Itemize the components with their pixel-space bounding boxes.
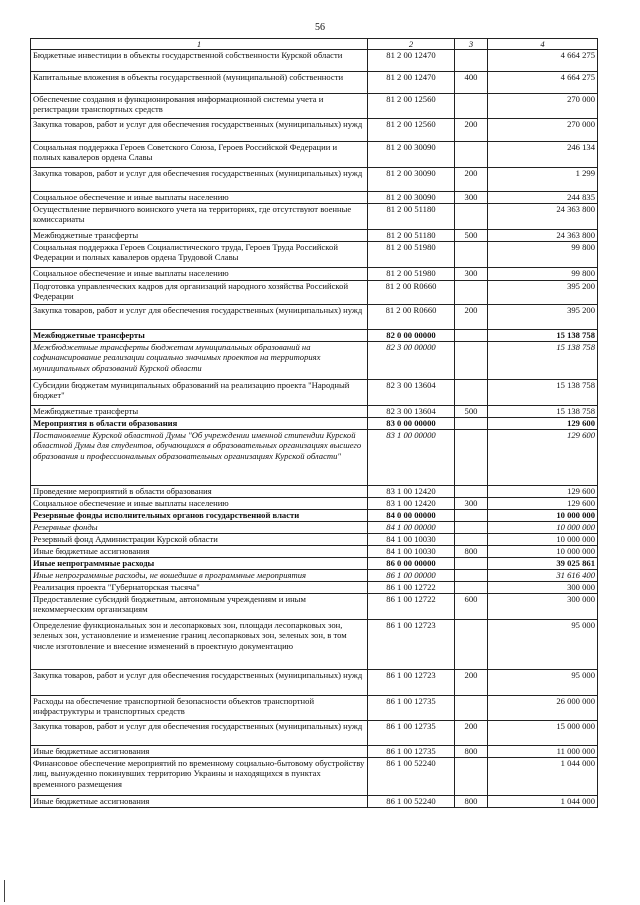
table-row [31, 192, 598, 204]
row-sum-cell: 395 200 [488, 305, 598, 330]
row-sum-cell: 24 363 800 [488, 230, 598, 242]
table-row [31, 522, 598, 534]
table-row [31, 721, 598, 746]
row-vr-cell [455, 758, 488, 796]
row-vr-cell: 200 [455, 305, 488, 330]
row-name-cell: Резервный фонд Администрации Курской области [31, 534, 368, 546]
table-row [31, 230, 598, 242]
row-vr-cell [455, 486, 488, 498]
row-vr-cell [455, 430, 488, 486]
table-row [31, 281, 598, 305]
row-code-cell: 82 3 00 13604 [368, 406, 455, 418]
table-row [31, 486, 598, 498]
row-vr-cell [455, 242, 488, 268]
row-code-cell: 81 2 00 51180 [368, 204, 455, 230]
row-vr-cell [455, 380, 488, 406]
row-name-cell: Закупка товаров, работ и услуг для обеспечения государственных (муниципальных) нужд [31, 168, 368, 192]
row-sum-cell: 99 800 [488, 242, 598, 268]
table-row [31, 696, 598, 721]
row-name-cell: Закупка товаров, работ и услуг для обеспечения государственных (муниципальных) нужд [31, 119, 368, 142]
row-code-cell: 83 1 00 00000 [368, 430, 455, 486]
row-code-cell: 86 1 00 52240 [368, 796, 455, 808]
row-sum-cell: 31 616 400 [488, 570, 598, 582]
row-sum-cell: 10 000 000 [488, 534, 598, 546]
row-code-cell: 86 1 00 12735 [368, 696, 455, 721]
row-code-cell: 86 1 00 12723 [368, 670, 455, 696]
row-vr-cell [455, 522, 488, 534]
row-sum-cell: 246 134 [488, 142, 598, 168]
row-vr-cell: 200 [455, 119, 488, 142]
row-vr-cell [455, 558, 488, 570]
row-vr-cell: 200 [455, 670, 488, 696]
row-sum-cell: 10 000 000 [488, 522, 598, 534]
row-sum-cell: 244 835 [488, 192, 598, 204]
row-vr-cell: 600 [455, 594, 488, 620]
row-sum-cell: 300 000 [488, 582, 598, 594]
row-name-cell: Социальная поддержка Героев Советского Союза, Героев Российской Федерации и полных кавалеров ордена Славы [31, 142, 368, 168]
row-sum-cell: 270 000 [488, 119, 598, 142]
row-code-cell: 81 2 00 R0660 [368, 305, 455, 330]
row-code-cell: 86 1 00 12735 [368, 746, 455, 758]
row-code-cell: 84 1 00 10030 [368, 546, 455, 558]
row-name-cell: Межбюджетные трансферты бюджетам муниципальных образований на софинансирование реализации социально значимых проектов на территориях муниципальных образований Курской области [31, 342, 368, 380]
table-row [31, 510, 598, 522]
row-name-cell: Реализация проекта "Губернаторская тысяча" [31, 582, 368, 594]
table-row [31, 204, 598, 230]
row-sum-cell: 99 800 [488, 268, 598, 281]
table-row [31, 746, 598, 758]
row-vr-cell: 800 [455, 796, 488, 808]
row-code-cell: 86 1 00 12735 [368, 721, 455, 746]
table-row [31, 546, 598, 558]
table-row [31, 796, 598, 808]
table-row [31, 498, 598, 510]
row-vr-cell: 500 [455, 406, 488, 418]
row-sum-cell: 129 600 [488, 418, 598, 430]
table-row [31, 620, 598, 670]
row-vr-cell [455, 50, 488, 72]
row-name-cell: Иные непрограммные расходы, не вошедшие в программные мероприятия [31, 570, 368, 582]
row-name-cell: Закупка товаров, работ и услуг для обеспечения государственных (муниципальных) нужд [31, 305, 368, 330]
row-vr-cell [455, 620, 488, 670]
table-body [31, 50, 598, 808]
row-sum-cell: 10 000 000 [488, 510, 598, 522]
row-sum-cell: 270 000 [488, 94, 598, 119]
row-sum-cell: 4 664 275 [488, 50, 598, 72]
row-sum-cell: 15 138 758 [488, 342, 598, 380]
row-code-cell: 86 1 00 12722 [368, 582, 455, 594]
row-sum-cell: 15 138 758 [488, 330, 598, 342]
row-vr-cell [455, 94, 488, 119]
margin-line [4, 880, 5, 902]
table-row [31, 406, 598, 418]
row-code-cell: 81 2 00 12560 [368, 94, 455, 119]
row-vr-cell [455, 281, 488, 305]
table-row [31, 119, 598, 142]
row-code-cell: 81 2 00 51180 [368, 230, 455, 242]
row-name-cell: Иные бюджетные ассигнования [31, 546, 368, 558]
table-row [31, 330, 598, 342]
row-sum-cell: 300 000 [488, 594, 598, 620]
row-name-cell: Иные бюджетные ассигнования [31, 746, 368, 758]
column-header-code: 2 [368, 39, 455, 50]
row-name-cell: Предоставление субсидий бюджетным, автономным учреждениям и иным некоммерческим организациям [31, 594, 368, 620]
table-row [31, 242, 598, 268]
row-code-cell: 81 2 00 12470 [368, 72, 455, 94]
row-sum-cell: 95 000 [488, 670, 598, 696]
table-header-row [31, 39, 598, 50]
table-row [31, 582, 598, 594]
row-vr-cell [455, 582, 488, 594]
row-vr-cell [455, 342, 488, 380]
row-code-cell: 82 3 00 13604 [368, 380, 455, 406]
row-name-cell: Закупка товаров, работ и услуг для обеспечения государственных (муниципальных) нужд [31, 670, 368, 696]
row-vr-cell: 500 [455, 230, 488, 242]
row-name-cell: Иные непрограммные расходы [31, 558, 368, 570]
row-vr-cell: 800 [455, 546, 488, 558]
row-sum-cell: 95 000 [488, 620, 598, 670]
row-sum-cell: 1 044 000 [488, 796, 598, 808]
row-vr-cell: 400 [455, 72, 488, 94]
row-name-cell: Межбюджетные трансферты [31, 330, 368, 342]
table-row [31, 342, 598, 380]
row-code-cell: 81 2 00 R0660 [368, 281, 455, 305]
table-row [31, 570, 598, 582]
row-sum-cell: 15 138 758 [488, 406, 598, 418]
row-name-cell: Социальное обеспечение и иные выплаты населению [31, 498, 368, 510]
table-row [31, 534, 598, 546]
row-vr-cell [455, 142, 488, 168]
row-vr-cell [455, 534, 488, 546]
row-name-cell: Иные бюджетные ассигнования [31, 796, 368, 808]
table-row [31, 142, 598, 168]
column-header-sum: 4 [488, 39, 598, 50]
row-sum-cell: 129 600 [488, 486, 598, 498]
row-vr-cell: 200 [455, 721, 488, 746]
row-name-cell: Определение функциональных зон и лесопарковых зон, площади лесопарковых зон, зеленых зон, установление и изменение границ лесопарковых зон, зеленых зон, в том числе изготовление и внесение изменений в проектную документацию [31, 620, 368, 670]
row-code-cell: 86 1 00 12722 [368, 594, 455, 620]
row-name-cell: Мероприятия в области образования [31, 418, 368, 430]
row-name-cell: Финансовое обеспечение мероприятий по временному социально-бытовому обустройству лиц, вынужденно покинувших территорию Украины и находящихся в пунктах временного размещения [31, 758, 368, 796]
table-row [31, 594, 598, 620]
row-code-cell: 86 1 00 00000 [368, 570, 455, 582]
row-name-cell: Социальное обеспечение и иные выплаты населению [31, 192, 368, 204]
row-vr-cell: 300 [455, 192, 488, 204]
row-name-cell: Капитальные вложения в объекты государственной (муниципальной) собственности [31, 72, 368, 94]
column-header-vr: 3 [455, 39, 488, 50]
table-row [31, 670, 598, 696]
row-sum-cell: 129 600 [488, 430, 598, 486]
row-vr-cell [455, 418, 488, 430]
row-name-cell: Межбюджетные трансферты [31, 406, 368, 418]
row-sum-cell: 4 664 275 [488, 72, 598, 94]
row-vr-cell: 800 [455, 746, 488, 758]
row-name-cell: Обеспечение создания и функционирования информационной системы учета и регистрации транспортных средств [31, 94, 368, 119]
row-name-cell: Социальная поддержка Героев Социалистического труда, Героев Труда Российской Федерации и полных кавалеров ордена Трудовой Славы [31, 242, 368, 268]
row-code-cell: 83 0 00 00000 [368, 418, 455, 430]
table-row [31, 758, 598, 796]
row-name-cell: Резервные фонды [31, 522, 368, 534]
row-name-cell: Расходы на обеспечение транспортной безопасности объектов транспортной инфраструктуры и транспортных средств [31, 696, 368, 721]
table-row [31, 268, 598, 281]
row-code-cell: 81 2 00 30090 [368, 192, 455, 204]
row-vr-cell: 200 [455, 168, 488, 192]
table-row [31, 380, 598, 406]
row-vr-cell [455, 330, 488, 342]
table-row [31, 94, 598, 119]
row-sum-cell: 24 363 800 [488, 204, 598, 230]
row-sum-cell: 129 600 [488, 498, 598, 510]
row-name-cell: Закупка товаров, работ и услуг для обеспечения государственных (муниципальных) нужд [31, 721, 368, 746]
row-code-cell: 84 1 00 10030 [368, 534, 455, 546]
row-code-cell: 81 2 00 30090 [368, 142, 455, 168]
row-name-cell: Постановление Курской областной Думы "Об учреждении именной стипендии Курской областной Думы для студентов, обучающихся в образовательных организациях высшего образования и профессиональных образовательных организациях Курской области" [31, 430, 368, 486]
row-name-cell: Резервные фонды исполнительных органов государственной власти [31, 510, 368, 522]
table-row [31, 72, 598, 94]
row-code-cell: 86 0 00 00000 [368, 558, 455, 570]
table-row [31, 558, 598, 570]
row-code-cell: 82 0 00 00000 [368, 330, 455, 342]
row-code-cell: 83 1 00 12420 [368, 486, 455, 498]
row-sum-cell: 26 000 000 [488, 696, 598, 721]
row-vr-cell [455, 696, 488, 721]
row-vr-cell: 300 [455, 498, 488, 510]
row-sum-cell: 11 000 000 [488, 746, 598, 758]
row-vr-cell: 300 [455, 268, 488, 281]
row-name-cell: Подготовка управленческих кадров для организаций народного хозяйства Российской Федерации [31, 281, 368, 305]
row-sum-cell: 395 200 [488, 281, 598, 305]
row-name-cell: Субсидии бюджетам муниципальных образований на реализацию проекта "Народный бюджет" [31, 380, 368, 406]
row-code-cell: 82 3 00 00000 [368, 342, 455, 380]
row-name-cell: Межбюджетные трансферты [31, 230, 368, 242]
row-sum-cell: 15 138 758 [488, 380, 598, 406]
table-row [31, 168, 598, 192]
row-code-cell: 86 1 00 52240 [368, 758, 455, 796]
table-row [31, 418, 598, 430]
row-name-cell: Социальное обеспечение и иные выплаты населению [31, 268, 368, 281]
page-number: 56 [315, 22, 325, 33]
row-sum-cell: 1 044 000 [488, 758, 598, 796]
row-code-cell: 81 2 00 51980 [368, 242, 455, 268]
row-sum-cell: 1 299 [488, 168, 598, 192]
row-name-cell: Бюджетные инвестиции в объекты государственной собственности Курской области [31, 50, 368, 72]
row-code-cell: 81 2 00 30090 [368, 168, 455, 192]
row-code-cell: 81 2 00 51980 [368, 268, 455, 281]
column-header-name: 1 [31, 39, 368, 50]
row-code-cell: 83 1 00 12420 [368, 498, 455, 510]
row-name-cell: Осуществление первичного воинского учета на территориях, где отсутствуют военные комиссариаты [31, 204, 368, 230]
row-vr-cell [455, 570, 488, 582]
table-row [31, 430, 598, 486]
row-code-cell: 81 2 00 12470 [368, 50, 455, 72]
row-name-cell: Проведение мероприятий в области образования [31, 486, 368, 498]
budget-table [30, 38, 598, 808]
row-sum-cell: 15 000 000 [488, 721, 598, 746]
row-vr-cell [455, 204, 488, 230]
table-row [31, 305, 598, 330]
row-sum-cell: 10 000 000 [488, 546, 598, 558]
row-code-cell: 81 2 00 12560 [368, 119, 455, 142]
row-code-cell: 84 1 00 00000 [368, 522, 455, 534]
row-code-cell: 86 1 00 12723 [368, 620, 455, 670]
table-row [31, 50, 598, 72]
row-sum-cell: 39 025 861 [488, 558, 598, 570]
row-code-cell: 84 0 00 00000 [368, 510, 455, 522]
row-vr-cell [455, 510, 488, 522]
